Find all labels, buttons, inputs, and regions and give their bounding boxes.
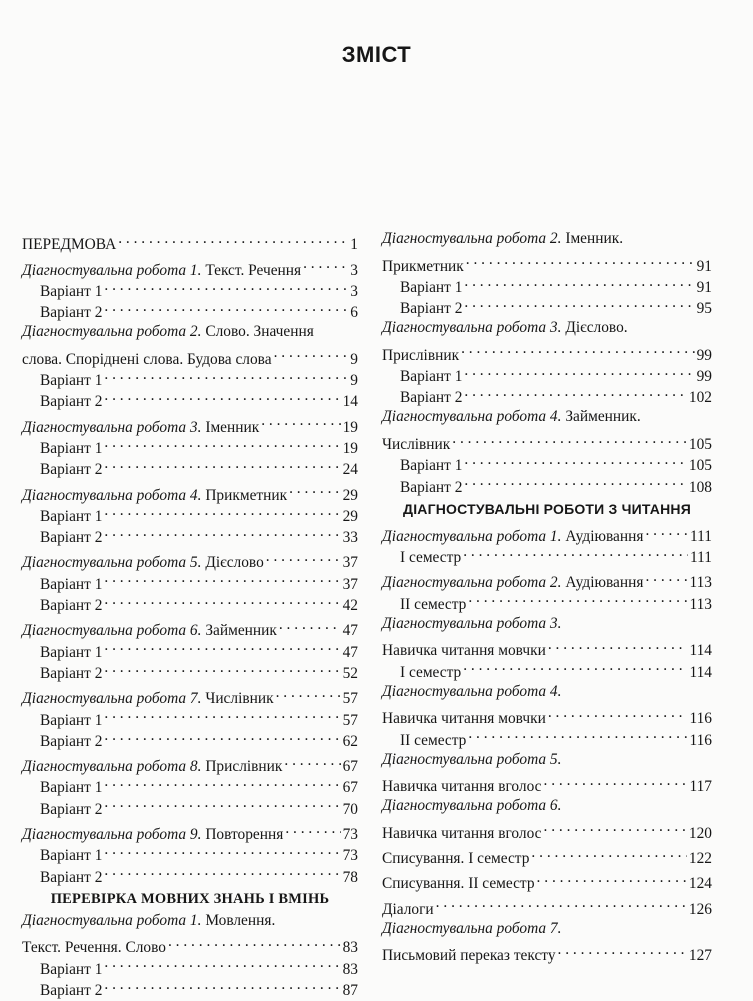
- page-number: 116: [689, 731, 712, 749]
- toc-title: Варіант 2: [40, 800, 103, 818]
- toc-title: Числівник: [201, 690, 274, 708]
- toc-title: Варіант 1: [40, 643, 103, 661]
- toc-title: І семестр: [400, 663, 462, 681]
- toc-title: Аудіювання: [561, 527, 644, 545]
- toc-line-text: [400, 455, 462, 476]
- toc-title: Варіант 2: [40, 529, 103, 547]
- toc-title: Варіант 1: [40, 507, 103, 525]
- toc-title: Слово. Значення: [201, 323, 314, 341]
- page-number: 47: [342, 622, 358, 640]
- page-number: 83: [342, 960, 358, 978]
- toc-line[interactable]: [22, 818, 358, 844]
- page-number: 114: [689, 663, 712, 681]
- page-number: 9: [350, 372, 358, 390]
- toc-line-text: [22, 321, 358, 342]
- dot-leader: [531, 842, 686, 863]
- page-number: 3: [350, 282, 358, 300]
- toc-line[interactable]: [382, 317, 712, 338]
- dot-leader: [104, 275, 348, 296]
- toc-line[interactable]: [382, 613, 712, 634]
- page-number: 127: [688, 947, 712, 965]
- toc-title: ПЕРЕДМОВА: [22, 236, 117, 254]
- dot-leader: [104, 500, 340, 521]
- toc-title: Варіант 2: [400, 389, 463, 407]
- dot-leader: [118, 228, 348, 249]
- dot-leader: [452, 428, 687, 449]
- dot-leader: [104, 725, 340, 746]
- page-number: 114: [689, 642, 712, 660]
- toc-entry: [382, 867, 712, 893]
- page-number: 108: [688, 478, 712, 496]
- toc-line-text: [40, 438, 102, 459]
- toc-entry: [22, 321, 358, 411]
- page-number: 67: [342, 779, 358, 797]
- toc-line-text: [40, 281, 102, 302]
- toc-line-text: [40, 527, 102, 548]
- dot-leader: [466, 249, 695, 270]
- toc-title: Варіант 2: [40, 664, 103, 682]
- dot-leader: [104, 952, 340, 973]
- dot-leader: [464, 292, 694, 313]
- dot-leader: [544, 816, 687, 837]
- toc-line-text: [382, 681, 712, 702]
- toc-line-text: [400, 547, 461, 568]
- toc-title: Дієслово: [201, 554, 264, 572]
- page-number: 91: [696, 257, 712, 275]
- toc-title: Навичка читання вголос: [382, 824, 542, 842]
- toc-line-text: [40, 799, 102, 820]
- work-label: Діагностувальна робота 5.: [22, 554, 202, 572]
- toc-title: Варіант 2: [40, 597, 103, 615]
- toc-entry: [22, 546, 358, 615]
- dot-leader: [463, 541, 688, 562]
- toc-line[interactable]: [22, 478, 358, 504]
- toc-left-column: [22, 228, 358, 999]
- page-number: 91: [696, 278, 712, 296]
- page-number: 117: [689, 778, 712, 796]
- dot-leader: [464, 470, 687, 491]
- toc-title: слова. Споріднені слова. Будова слова: [22, 350, 272, 368]
- toc-line[interactable]: [22, 253, 358, 279]
- page-number: 1: [350, 236, 358, 254]
- page-number: 57: [342, 690, 358, 708]
- page-number: 120: [688, 824, 712, 842]
- toc-title: Варіант 2: [40, 981, 103, 999]
- dot-leader: [104, 974, 340, 995]
- toc-title: Аудіювання: [561, 574, 644, 592]
- dot-leader: [104, 453, 340, 474]
- toc-entry: [22, 682, 358, 750]
- toc-title: Письмовий переказ тексту: [382, 947, 556, 965]
- toc-title: Займенник: [201, 622, 277, 640]
- toc-line[interactable]: [382, 749, 712, 770]
- page-number: 73: [342, 826, 358, 844]
- toc-line[interactable]: [382, 634, 712, 660]
- toc-line[interactable]: [382, 681, 712, 702]
- toc-entry: [382, 795, 712, 842]
- toc-title: Прикметник: [201, 486, 288, 504]
- toc-entry: [382, 228, 712, 318]
- toc-title: Навичка читання мовчки: [382, 642, 546, 660]
- page-number: 105: [688, 435, 712, 453]
- toc-title: Текст. Речення: [201, 261, 302, 279]
- page-number: 14: [342, 393, 358, 411]
- toc-line-text: [22, 234, 116, 255]
- dot-leader: [274, 342, 349, 363]
- toc-title: Прикметник: [382, 257, 464, 275]
- work-label: Діагностувальна робота 4.: [382, 682, 562, 700]
- toc-line[interactable]: [22, 750, 358, 776]
- toc-line-text: [40, 710, 102, 731]
- toc-title: Навичка читання мовчки: [382, 710, 546, 728]
- page-number: 9: [350, 350, 358, 368]
- page-number: 78: [342, 868, 358, 886]
- dot-leader: [464, 271, 694, 292]
- page-number: 113: [689, 574, 712, 592]
- page-number: 83: [342, 939, 358, 957]
- toc-entry: [382, 317, 712, 407]
- toc-entry: [382, 918, 712, 965]
- toc-line[interactable]: [382, 228, 712, 249]
- dot-leader: [104, 364, 348, 385]
- toc-entry: [22, 478, 358, 547]
- toc-line[interactable]: [382, 842, 712, 868]
- toc-entry: [382, 749, 712, 796]
- toc-line-text: [40, 959, 102, 980]
- toc-line[interactable]: [382, 338, 712, 364]
- toc-entry: [382, 406, 712, 496]
- page-number: 62: [342, 732, 358, 750]
- dot-leader: [468, 587, 687, 608]
- work-label: Діагностувальна робота 4.: [382, 408, 562, 426]
- toc-line-text: [40, 370, 102, 391]
- page-number: 95: [696, 300, 712, 318]
- work-label: Діагностувальна робота 7.: [382, 919, 562, 937]
- page-number: 19: [342, 418, 358, 436]
- dot-leader: [104, 589, 340, 610]
- toc-line[interactable]: [382, 566, 712, 592]
- dot-leader: [104, 839, 340, 860]
- work-label: Діагностувальна робота 9.: [22, 826, 202, 844]
- toc-line-text: [382, 317, 712, 338]
- page-number: 111: [690, 549, 712, 567]
- toc-line-text: [382, 823, 542, 844]
- toc-entry: [382, 520, 712, 567]
- toc-line-text: [40, 867, 102, 888]
- page-number: 57: [342, 711, 358, 729]
- toc-title: Списування. ІІ семестр: [382, 875, 535, 893]
- work-label: Діагностувальна робота 5.: [382, 750, 562, 768]
- dot-leader: [261, 410, 340, 431]
- toc-line-text: [40, 391, 102, 412]
- page-number: 70: [342, 800, 358, 818]
- work-label: Діагностувальна робота 1.: [22, 261, 202, 279]
- toc-line[interactable]: [382, 428, 712, 453]
- toc-line-text: [40, 459, 102, 480]
- toc-line[interactable]: [382, 892, 712, 918]
- toc-title: Варіант 1: [400, 278, 463, 296]
- toc-line[interactable]: [382, 795, 712, 816]
- toc-title: Варіант 2: [40, 393, 103, 411]
- dot-leader: [104, 771, 340, 792]
- work-label: Діагностувальна робота 3.: [382, 614, 562, 632]
- toc-line[interactable]: [382, 249, 712, 275]
- toc-title: ІІ семестр: [400, 731, 467, 749]
- dot-leader: [104, 635, 340, 656]
- toc-line[interactable]: [22, 546, 358, 572]
- page-number: 67: [342, 758, 358, 776]
- dot-leader: [104, 521, 340, 542]
- toc-entry: [382, 681, 712, 749]
- dot-leader: [645, 566, 687, 587]
- dot-leader: [463, 655, 687, 676]
- toc-line[interactable]: [382, 816, 712, 842]
- page-number: 126: [688, 900, 712, 918]
- work-label: Діагностувальна робота 2.: [382, 574, 562, 592]
- toc-title: Варіант 2: [40, 868, 103, 886]
- dot-leader: [303, 253, 348, 274]
- toc-line-text: [40, 731, 102, 752]
- dot-leader: [104, 657, 340, 678]
- dot-leader: [289, 478, 341, 499]
- toc-line[interactable]: [22, 614, 358, 640]
- dot-leader: [464, 381, 687, 402]
- toc-line-text: [382, 613, 712, 634]
- toc-title: Варіант 2: [400, 478, 463, 496]
- toc-title: Варіант 2: [400, 300, 463, 318]
- dot-leader: [285, 818, 340, 839]
- toc-title: Варіант 1: [40, 575, 103, 593]
- toc-title: Повторення: [201, 826, 284, 844]
- page-number: 116: [689, 710, 712, 728]
- toc-entry: [22, 818, 358, 886]
- toc-entry: [382, 842, 712, 868]
- toc-title: Варіант 1: [40, 282, 103, 300]
- toc-line-text: [382, 256, 464, 277]
- toc-line-text: [382, 434, 450, 455]
- toc-entry: [22, 910, 358, 999]
- toc-line[interactable]: [22, 228, 358, 254]
- toc-title: Варіант 2: [40, 732, 103, 750]
- toc-right-column: [382, 228, 712, 964]
- page-number: 42: [342, 597, 358, 615]
- toc-line[interactable]: [22, 931, 358, 957]
- page-number: 102: [688, 389, 712, 407]
- toc-title: Варіант 1: [40, 960, 103, 978]
- dot-leader: [436, 892, 687, 913]
- dot-leader: [104, 567, 340, 588]
- toc-entry: [382, 566, 712, 613]
- toc-line[interactable]: [22, 910, 358, 931]
- work-label: Діагностувальна робота 4.: [22, 486, 202, 504]
- toc-title: Варіант 1: [40, 847, 103, 865]
- dot-leader: [548, 634, 688, 655]
- toc-title: Варіант 1: [400, 368, 463, 386]
- page-number: 3: [350, 261, 358, 279]
- dot-leader: [104, 860, 340, 881]
- toc-line[interactable]: [382, 939, 712, 965]
- dot-leader: [266, 546, 341, 567]
- dot-leader: [276, 682, 341, 703]
- page-number: 6: [350, 304, 358, 322]
- page-number: 47: [342, 643, 358, 661]
- toc-line-text: [40, 980, 102, 1001]
- dot-leader: [104, 703, 340, 724]
- dot-leader: [558, 939, 687, 960]
- toc-entry: [22, 750, 358, 818]
- dot-leader: [104, 385, 340, 406]
- toc-line-text: [400, 366, 462, 387]
- page-title: ЗМІСТ: [341, 42, 412, 67]
- toc-title: Іменник.: [561, 230, 624, 247]
- toc-entry: [22, 410, 358, 479]
- toc-line-text: [40, 642, 102, 663]
- dot-leader: [464, 449, 687, 470]
- toc-line[interactable]: [382, 702, 712, 728]
- toc-line-text: [382, 228, 712, 249]
- work-label: Діагностувальна робота 8.: [22, 758, 202, 776]
- toc-title: Варіант 1: [40, 372, 103, 390]
- page-number: 37: [342, 575, 358, 593]
- dot-leader: [544, 770, 688, 791]
- toc-line[interactable]: [22, 342, 358, 368]
- dot-leader: [168, 931, 341, 952]
- page-number: 105: [688, 457, 712, 475]
- dot-leader: [645, 520, 688, 541]
- toc-title: ІІ семестр: [400, 595, 467, 613]
- work-label: Діагностувальна робота 3.: [382, 319, 562, 337]
- toc-line-text: [40, 777, 102, 798]
- page-number: 99: [696, 346, 712, 364]
- toc-title: Текст. Речення. Слово: [22, 939, 166, 957]
- toc-entry: [382, 613, 712, 681]
- work-label: Діагностувальна робота 2.: [382, 230, 562, 247]
- toc-title: Прислівник: [382, 346, 460, 364]
- work-label: Діагностувальна робота 1.: [382, 527, 562, 545]
- dot-leader: [464, 360, 694, 381]
- dot-leader: [468, 723, 687, 744]
- toc-title: Мовлення.: [201, 911, 276, 929]
- page-number: 24: [342, 461, 358, 479]
- toc-line[interactable]: [382, 918, 712, 939]
- work-label: Діагностувальна робота 2.: [22, 323, 202, 341]
- page-number: 29: [342, 486, 358, 504]
- toc-entry: [22, 614, 358, 682]
- toc-entry: [22, 253, 358, 322]
- toc-line-text: [400, 277, 462, 298]
- toc-line-text: [40, 506, 102, 527]
- toc-line-text: [382, 795, 712, 816]
- toc-title: Варіант 1: [400, 457, 463, 475]
- dot-leader: [537, 867, 687, 888]
- toc-title: Варіант 2: [40, 461, 103, 479]
- toc-line-text: [382, 406, 712, 427]
- toc-line[interactable]: [382, 520, 712, 545]
- toc-title: Варіант 1: [40, 779, 103, 797]
- toc-line-text: [382, 918, 712, 939]
- work-label: Діагностувальна робота 6.: [382, 797, 562, 815]
- toc-line[interactable]: [382, 770, 712, 796]
- toc-line-text: [382, 945, 556, 966]
- page-number: 19: [342, 439, 358, 457]
- toc-title: Дієслово.: [561, 319, 628, 337]
- dot-leader: [284, 750, 340, 771]
- section-heading: ДІАГНОСТУВАЛЬНІ РОБОТИ З ЧИТАННЯ: [403, 500, 691, 517]
- toc-line[interactable]: [22, 410, 358, 436]
- toc-entry: [22, 228, 358, 254]
- toc-title: Числівник: [382, 435, 451, 453]
- page-number: 113: [689, 595, 712, 613]
- toc-line-text: [40, 595, 102, 616]
- toc-title: Прислівник: [201, 758, 283, 776]
- page-number: 29: [342, 507, 358, 525]
- toc-line[interactable]: [22, 321, 358, 342]
- section-heading: ПЕРЕВІРКА МОВНИХ ЗНАНЬ І ВМІНЬ: [50, 890, 330, 907]
- toc-line[interactable]: [22, 682, 358, 708]
- page-number: 124: [688, 875, 712, 893]
- work-label: Діагностувальна робота 7.: [22, 690, 202, 708]
- toc-line-text: [22, 910, 358, 931]
- toc-title: Варіант 1: [40, 711, 103, 729]
- toc-line-text: [40, 663, 102, 684]
- toc-line-text: [40, 845, 102, 866]
- dot-leader: [279, 614, 341, 635]
- toc-title: І семестр: [400, 549, 462, 567]
- toc-title: Навичка читання вголос: [382, 778, 542, 796]
- page-number: 111: [690, 527, 712, 545]
- dot-leader: [104, 296, 348, 317]
- toc-line-text: [382, 848, 529, 869]
- dot-leader: [104, 792, 340, 813]
- toc-title: Списування. І семестр: [382, 850, 530, 868]
- page-number: 33: [342, 529, 358, 547]
- dot-leader: [548, 702, 688, 723]
- work-label: Діагностувальна робота 6.: [22, 622, 202, 640]
- toc-line-text: [400, 477, 462, 498]
- toc-line[interactable]: [382, 867, 712, 893]
- dot-leader: [104, 432, 340, 453]
- toc-title: Діалоги: [382, 900, 434, 918]
- toc-title: Варіант 2: [40, 304, 103, 322]
- page-number: 73: [342, 847, 358, 865]
- toc-entry: [382, 892, 712, 918]
- page-number: 52: [342, 664, 358, 682]
- toc-line-text: [382, 345, 459, 366]
- toc-title: Займенник.: [561, 408, 641, 426]
- toc-title: Варіант 1: [40, 439, 103, 457]
- page-number: 37: [342, 554, 358, 572]
- toc-line-text: [382, 749, 712, 770]
- page-number: 87: [342, 981, 358, 999]
- toc-line-text: [40, 574, 102, 595]
- page-number: 99: [696, 368, 712, 386]
- work-label: Діагностувальна робота 3.: [22, 418, 202, 436]
- work-label: Діагностувальна робота 1.: [22, 911, 202, 929]
- dot-leader: [461, 338, 695, 359]
- toc-title: Іменник: [201, 418, 260, 436]
- toc-line[interactable]: [382, 406, 712, 427]
- page-number: 122: [688, 850, 712, 868]
